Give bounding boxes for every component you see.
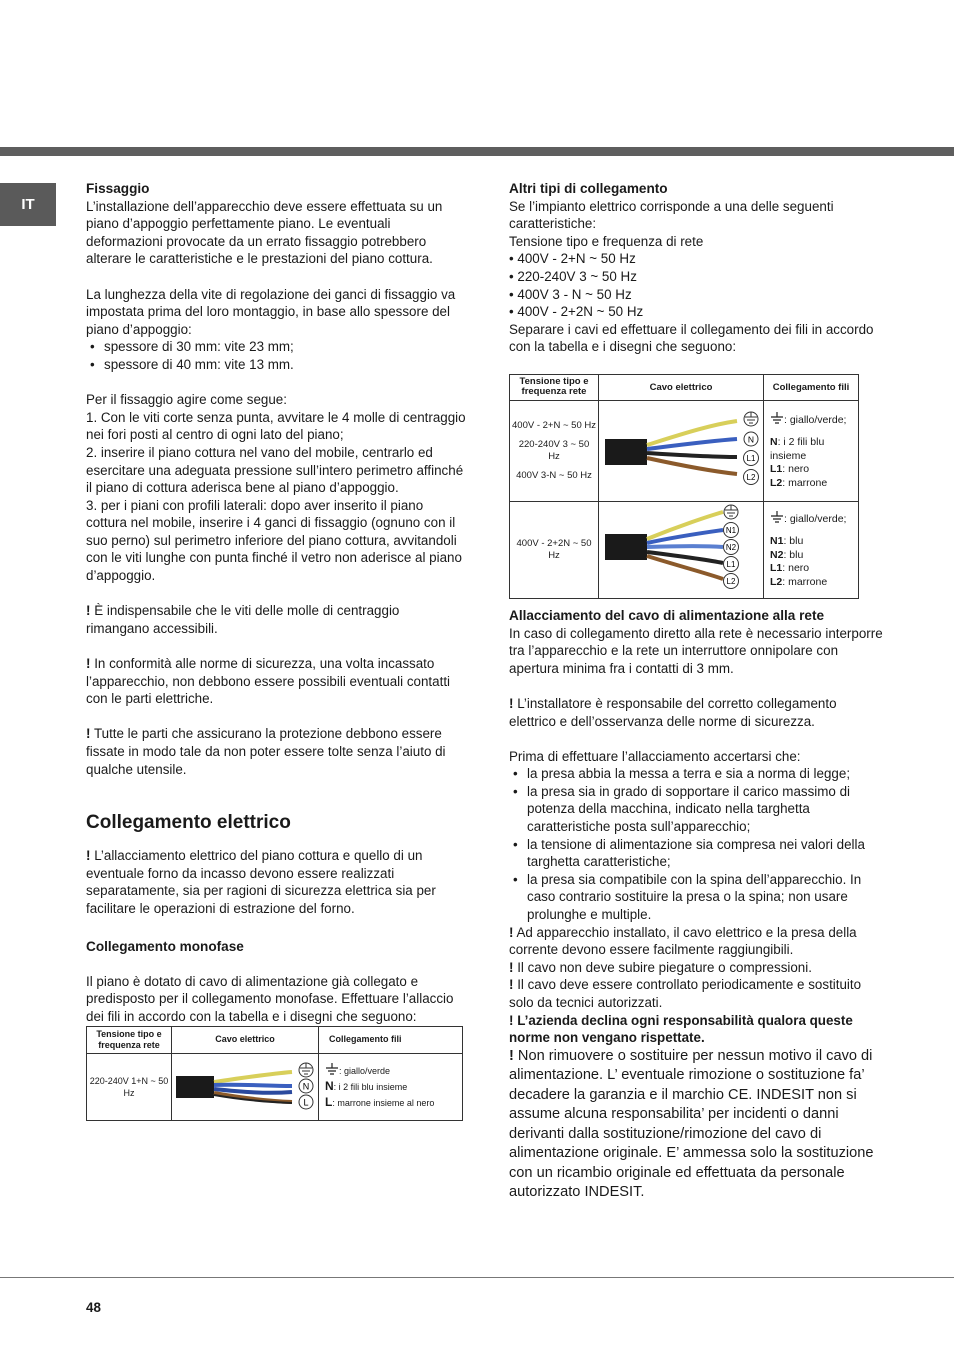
warning-note — [509, 695, 884, 730]
section-title-allacciamento: Allacciamento del cavo di alimentazione alla rete — [509, 607, 825, 623]
wire-key: L — [325, 1094, 333, 1109]
warning-mark: ! — [86, 726, 91, 742]
step-3: 3. per i piani con profili laterali: dopo aver inserito il piano cottura nel mobile, inserire i 4 ganci di fissaggio (ognuno con il suo perno) sul perimetro inferiore del piano cottura, avvitandoli con le viti lunghe con punta finché il vetro non aderisce al piano d’appoggio. — [86, 497, 462, 584]
wire-desc: : giallo/verde — [339, 1065, 391, 1076]
wire-label-l: L — [303, 1097, 309, 1108]
paragraph: La lunghezza della vite di regolazione dei ganci di fissaggio va impostata prima del loro montaggio, in base allo spessore del piano d’appoggio: — [86, 286, 456, 337]
wire-key: L2 — [770, 476, 783, 489]
warning-text: È indispensabile che le viti delle molle di centraggio rimangano accessibili. — [86, 603, 400, 636]
cable-drawing-cell — [599, 501, 764, 598]
list-item: • 220-240V 3 ~ 50 Hz — [509, 268, 637, 284]
cable-diagram — [599, 502, 763, 594]
section-title-monofase: Collegamento monofase — [86, 938, 244, 954]
voltage-cell: 220-240V 1+N ~ 50 Hz — [87, 1053, 172, 1120]
page-number: 48 — [86, 1300, 101, 1315]
warning-text: In conformità alle norme di sicurezza, una volta incassato l’apparecchio, non debbono essere possibili eventuali contatti con le parti elettriche. — [86, 656, 451, 707]
list-item: • spessore di 30 mm: vite 23 mm; — [86, 338, 466, 356]
cable-diagram — [599, 401, 763, 497]
single-phase-table — [86, 1026, 463, 1121]
warning-mark: ! — [509, 924, 514, 940]
wire-desc: : i 2 fili blu insieme — [333, 1081, 408, 1092]
ground-icon — [325, 1063, 339, 1075]
wire-label-l2: L2 — [746, 472, 756, 482]
warning-mark: ! — [509, 977, 514, 993]
list-item: • 400V - 2+N ~ 50 Hz — [509, 251, 636, 267]
cable-diagram — [172, 1054, 317, 1116]
wire-desc: : marrone — [782, 575, 828, 588]
list-item: • la presa abbia la messa a terra e sia a norma di legge; — [509, 765, 884, 783]
cable-drawing-cell — [172, 1053, 319, 1120]
step-2: 2. inserire il piano cottura nel vano del mobile, centrarlo ed esercitare una adeguata pressione sull’intero perimetro affinché il piano di cottura aderisca bene al piano d’appoggio. — [86, 444, 464, 496]
wire-desc: : i 2 fili blu insieme — [770, 436, 825, 462]
table-header: Collegamento fili — [319, 1026, 463, 1053]
check-list — [509, 765, 884, 923]
warning-mark: ! — [509, 695, 514, 711]
warning-note — [509, 924, 884, 959]
table-header: Tensione tipo e frequenza rete — [510, 374, 599, 400]
wire-label-n1: N1 — [725, 525, 737, 535]
wire-label-n: N — [747, 434, 755, 445]
wiring-cell — [764, 501, 859, 598]
wire-desc: : giallo/verde; — [784, 413, 847, 426]
voltage-label: 220-240V 3 ~ 50 Hz — [518, 439, 590, 462]
left-column — [86, 180, 466, 1121]
warning-note — [509, 1012, 884, 1047]
wire-desc: : marrone insieme al nero — [332, 1097, 435, 1108]
screw-list — [86, 338, 466, 373]
warning-note — [86, 847, 466, 917]
wire-label-l1: L1 — [746, 453, 756, 463]
header-bar — [0, 147, 954, 156]
wire-key: N2 — [770, 548, 784, 561]
ground-icon — [770, 412, 784, 424]
warning-text: Tutte le parti che assicurano la protezione debbono essere fissate in modo tale da non poter essere tolte senza l’aiuto di qualche utensile. — [86, 726, 446, 777]
voltage-cell — [510, 400, 599, 501]
wire-desc: : nero — [782, 562, 810, 575]
warning-text: L’azienda declina ogni responsabilità qualora queste norme non vengano rispettate. — [509, 1012, 853, 1046]
right-column — [509, 180, 884, 1203]
warning-mark: ! — [86, 603, 91, 619]
warning-mark: ! — [86, 848, 91, 864]
step-1: 1. Con le viti corte senza punta, avvitare le 4 molle di centraggio nei fori posti al centro di ogni lato del piano; — [86, 409, 466, 443]
voltage-label: 400V - 2+N ~ 50 Hz — [512, 419, 596, 431]
wire-desc: : nero — [782, 463, 810, 476]
wire-key: N — [770, 436, 778, 449]
warning-note — [509, 976, 884, 1011]
paragraph: In caso di collegamento diretto alla rete è necessario interporre tra l’apparecchio e la rete un interruttore onnipolare con apertura minima fra i contatti di 3 mm. — [509, 625, 883, 676]
voltage-cell: 400V - 2+2N ~ 50 Hz — [510, 501, 599, 598]
list-item: • spessore di 40 mm: vite 13 mm. — [86, 356, 466, 374]
section-title-collegamento: Collegamento elettrico — [86, 812, 291, 834]
wiring-cell — [319, 1053, 463, 1120]
paragraph: Per il fissaggio agire come segue: — [86, 392, 287, 408]
wire-desc: : marrone — [782, 476, 828, 489]
warning-note — [86, 725, 466, 778]
footer-rule — [0, 1277, 954, 1278]
list-item: • 400V 3 - N ~ 50 Hz — [509, 286, 632, 302]
table-header: Cavo elettrico — [599, 374, 764, 400]
table-header: Cavo elettrico — [172, 1026, 319, 1053]
cable-drawing-cell — [599, 400, 764, 501]
wire-key: L1 — [770, 463, 783, 476]
warning-text: L’installatore è responsabile del corretto collegamento elettrico e dell’osservanza delle norme di sicurezza. — [509, 695, 837, 729]
voltage-label: 400V 3-N ~ 50 Hz — [516, 470, 592, 482]
warning-text: Il cavo non deve subire piegature o compressioni. — [513, 959, 812, 975]
wire-key: N1 — [770, 535, 784, 548]
wire-label-n2: N2 — [725, 542, 737, 552]
paragraph: Il piano è dotato di cavo di alimentazione già collegato e predisposto per il collegamento monofase. Effettuare l’allaccio dei fili in accordo con la tabella e i disegni che seguono: — [86, 973, 454, 1024]
wire-key: L1 — [770, 562, 783, 575]
list-item: • la presa sia in grado di sopportare il carico massimo di potenza della macchina, indicato nella targhetta caratteristiche posta sull’apparecchio; — [509, 783, 884, 836]
warning-mark: ! — [509, 959, 514, 975]
wiring-cell — [764, 400, 859, 501]
language-tab: IT — [0, 183, 56, 226]
voltage-list — [509, 250, 884, 320]
multi-phase-table — [509, 374, 859, 599]
wire-desc: : blu — [783, 535, 804, 548]
table-header: Tensione tipo e frequenza rete — [87, 1026, 172, 1053]
paragraph: L’installazione dell’apparecchio deve essere effettuata su un piano d’appoggio perfettamente piano. Le eventuali deformazioni provocate da un errato fissaggio potrebbero alterare le caratteristiche e le prestazioni del piano cottura. — [86, 198, 443, 267]
table-header: Collegamento fili — [764, 374, 859, 400]
wire-key: L2 — [770, 575, 783, 588]
section-title-altri: Altri tipi di collegamento — [509, 181, 668, 196]
warning-note — [509, 1047, 884, 1203]
wire-key: N — [325, 1078, 334, 1093]
warning-note — [509, 959, 884, 977]
warning-text: Il cavo deve essere controllato periodicamente e sostituito solo da tecnici autorizzati. — [509, 977, 862, 1010]
warning-mark: ! — [86, 656, 91, 672]
warning-text: L’allacciamento elettrico del piano cottura e quello di un eventuale forno da incasso devono essere realizzati separatamente, sia per ragioni di sicurezza elettrica sia per facilitare le operazioni di estrazione del forno. — [86, 848, 436, 916]
paragraph: Prima di effettuare l’allacciamento accertarsi che: — [509, 748, 801, 764]
list-item: • la tensione di alimentazione sia compresa nei valori della targhetta caratteristiche; — [509, 836, 884, 871]
list-item: • 400V - 2+2N ~ 50 Hz — [509, 304, 644, 320]
list-item: • la presa sia compatibile con la spina dell’apparecchio. In caso contrario sostituire la presa o la spina; non usare prolunghe e multiple. — [509, 871, 884, 924]
paragraph: Separare i cavi ed effettuare il collegamento dei fili in accordo con la tabella e i disegni che seguono: — [509, 321, 874, 355]
warning-note — [86, 655, 466, 708]
wire-label-l2: L2 — [726, 576, 736, 586]
ground-icon — [770, 511, 784, 523]
section-title-fissaggio: Fissaggio — [86, 181, 150, 196]
warning-text: Non rimuovere o sostituire per nessun motivo il cavo di alimentazione. L’ eventuale rimozione o sostituzione fa’ decadere la garanzia e il marchio CE. INDESIT non si assume alcuna responsabilita’ per incidenti o danni derivanti dalla sostituzione/rimozione del cavo di alimentazione originale. E’ ammessa solo la sostituzione con un ricambio originale ed effettuata da personale autorizzato INDESIT. — [509, 1047, 874, 1201]
wire-desc: : giallo/verde; — [784, 512, 847, 525]
paragraph: Tensione tipo e frequenza di rete — [509, 233, 704, 249]
warning-text: Ad apparecchio installato, il cavo elettrico e la presa della corrente devono essere facilmente raggiungibili. — [509, 924, 857, 958]
warning-note — [86, 602, 466, 637]
warning-mark: ! — [509, 1047, 514, 1064]
wire-label-n: N — [302, 1081, 310, 1092]
wire-label-l1: L1 — [726, 559, 736, 569]
wire-desc: : blu — [783, 548, 804, 561]
warning-mark: ! — [509, 1012, 514, 1028]
paragraph: Se l’impianto elettrico corrisponde a una delle seguenti caratteristiche: — [509, 198, 834, 232]
